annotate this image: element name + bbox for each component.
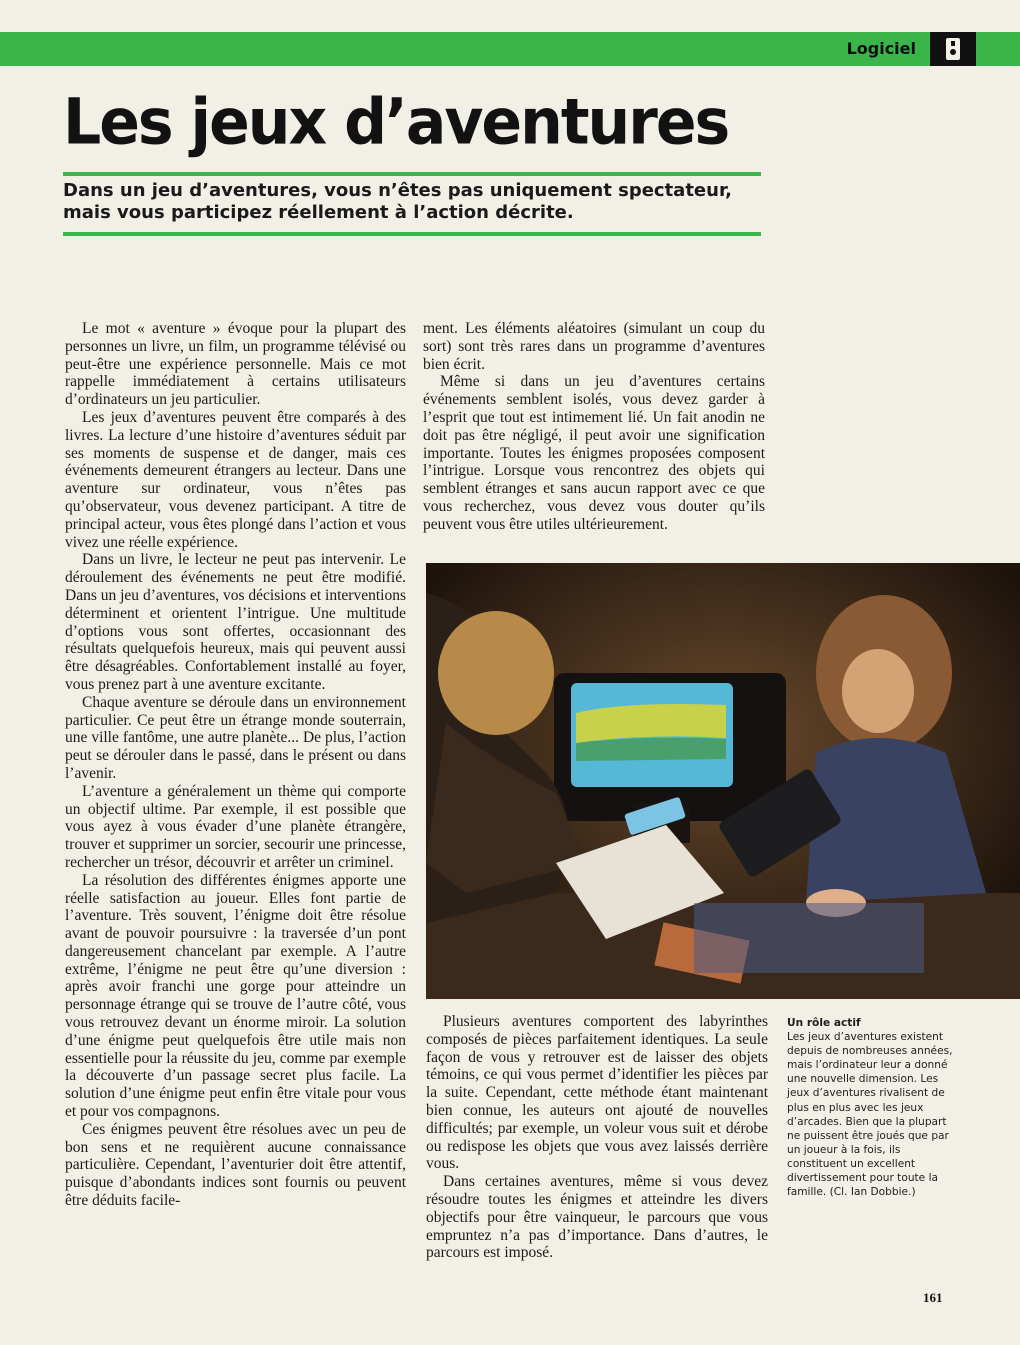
paragraph: La résolution des différentes énigmes apporte une réelle satisfaction au joueur. Elles font partie de l’aventure. Très souvent, l’énigme doit être résolue avant de pouvoir poursuivre : la traversée d’un pont dangereusement chancelant par exemple. A l’autre extrême, l’énigme ne peut être qu’une diversion : après avoir franchi une gorge pour atteindre un personnage étrange qui se trouve de l’autre côté, vous vous retrouvez devant un énorme miroir. La solution d’une énigme peut quelquefois être utile mais non essentielle pour la réussite du jeu, comme par exemple la découverte d’un passage secret plus facile. La solution d’une énigme peut enfin être vitale pour vous et pour vos compagnons. <box>65 871 406 1121</box>
section-label: Logiciel <box>846 39 916 58</box>
paragraph: L’aventure a généralement un thème qui comporte un objectif ultime. Par exemple, il est possible que vous ayez à vous évader d’une planète étrangère, trouver et supprimer un sorcier, secourir une princesse, rechercher un trésor, découvrir et arrêter un criminel. <box>65 782 406 871</box>
text-column-3 <box>426 1013 768 1262</box>
caption-text: Les jeux d’aventures existent depuis de nombreuses années, mais l’ordinateur leur a donné une nouvelle dimension. Les jeux d’aventures rivalisent de plus en plus avec les jeux d’arcades. Bien que la plupart ne puissent être joués que par un joueur à la fois, ils constituent un excellent divertissement pour toute la famille. (Cl. Ian Dobbie.) <box>787 1031 953 1199</box>
caption-title: Un rôle actif <box>787 1017 861 1029</box>
paragraph: Même si dans un jeu d’aventures certains événements semblent isolés, vous devez garder à l’esprit que tout est intimement lié. Un fait anodin ne doit pas être négligé, il peut avoir une signification importante. Toutes les énigmes proposées composent l’intrigue. Lorsque vous rencontrez des objets qui semblent étranges et sans aucun rapport avec ce que vous recherchez, vous devez vous douter qu’ils peuvent vous être utiles ultérieurement. <box>423 373 765 533</box>
text-column-2 <box>423 320 765 534</box>
floppy-disk-icon <box>930 32 976 66</box>
paragraph: Les jeux d’aventures peuvent être comparés à des livres. La lecture d’une histoire d’aventures séduit par ses moments de suspense et de danger, mais ces événements demeurent étrangers au lecteur. Dans une aventure sur ordinateur, vous n’êtes pas qu’observateur, vous devenez participant. A titre de principal acteur, vous êtes plongé dans l’action et vous vivez une réelle expérience. <box>65 408 406 551</box>
intro-rule <box>63 232 761 236</box>
text-column-1 <box>65 320 406 1210</box>
section-header-bar <box>0 32 1020 66</box>
article-title: Les jeux d’aventures <box>63 86 729 160</box>
paragraph: Chaque aventure se déroule dans un environnement particulier. Ce peut être un étrange monde souterrain, une ville fantôme, une autre planète... De plus, l’action peut se dérouler dans le passé, dans le présent ou dans l’avenir. <box>65 693 406 782</box>
photo-caption <box>787 1016 957 1199</box>
title-rule <box>63 172 761 176</box>
paragraph: Dans un livre, le lecteur ne peut pas intervenir. Le déroulement des événements ne peut être modifié. Dans un jeu d’aventures, vos décisions et interventions déterminent et orientent l’intrigue. Une multitude d’options vous sont offertes, occasionnant des résultats quelquefois heureux, mais qui peuvent aussi être désagréables. Confortablement installé au foyer, vous prenez part à une aventure excitante. <box>65 551 406 693</box>
paragraph: Le mot « aventure » évoque pour la plupart des personnes un livre, un film, un programme télévisé ou peut-être une expérience personnelle. Mais ce mot rappelle immédiatement à certains utilisateurs d’ordinateurs un jeu particulier. <box>65 320 406 409</box>
paragraph: Dans certaines aventures, même si vous devez résoudre toutes les énigmes et atteindre les divers objectifs pour être vainqueur, le parcours que vous empruntez n’a pas d’importance. Dans d’autres, le parcours est imposé. <box>426 1173 768 1262</box>
photo-illustration <box>426 563 1020 999</box>
paragraph: Ces énigmes peuvent être résolues avec un peu de bon sens et ne requièrent aucune connaissance particulière. Cependant, l’aventurier doit être attentif, puisque d’abondants indices sont fournis ou peuvent être déduits facile- <box>65 1120 406 1210</box>
page-number: 161 <box>923 1290 943 1305</box>
paragraph: Plusieurs aventures comportent des labyrinthes composés de pièces parfaitement identiques. La seule façon de vous y retrouver est de laisser des objets témoins, ce qui vous permet d’identifier les pièces par la suite. Cependant, cette méthode étant maintenant bien connue, les auteurs ont ajouté de nouvelles difficultés; par exemple, un voleur vous suit et dérobe ou redispose les objets que vous avez laissés derrière vous. <box>426 1013 768 1173</box>
article-intro: Dans un jeu d’aventures, vous n’êtes pas uniquement spectateur, mais vous participez réellement à l’action décrite. <box>63 180 733 223</box>
paragraph: ment. Les éléments aléatoires (simulant un coup du sort) sont très rares dans un programme d’aventures bien écrit. <box>423 320 765 373</box>
photo-players-computer <box>426 563 1020 999</box>
